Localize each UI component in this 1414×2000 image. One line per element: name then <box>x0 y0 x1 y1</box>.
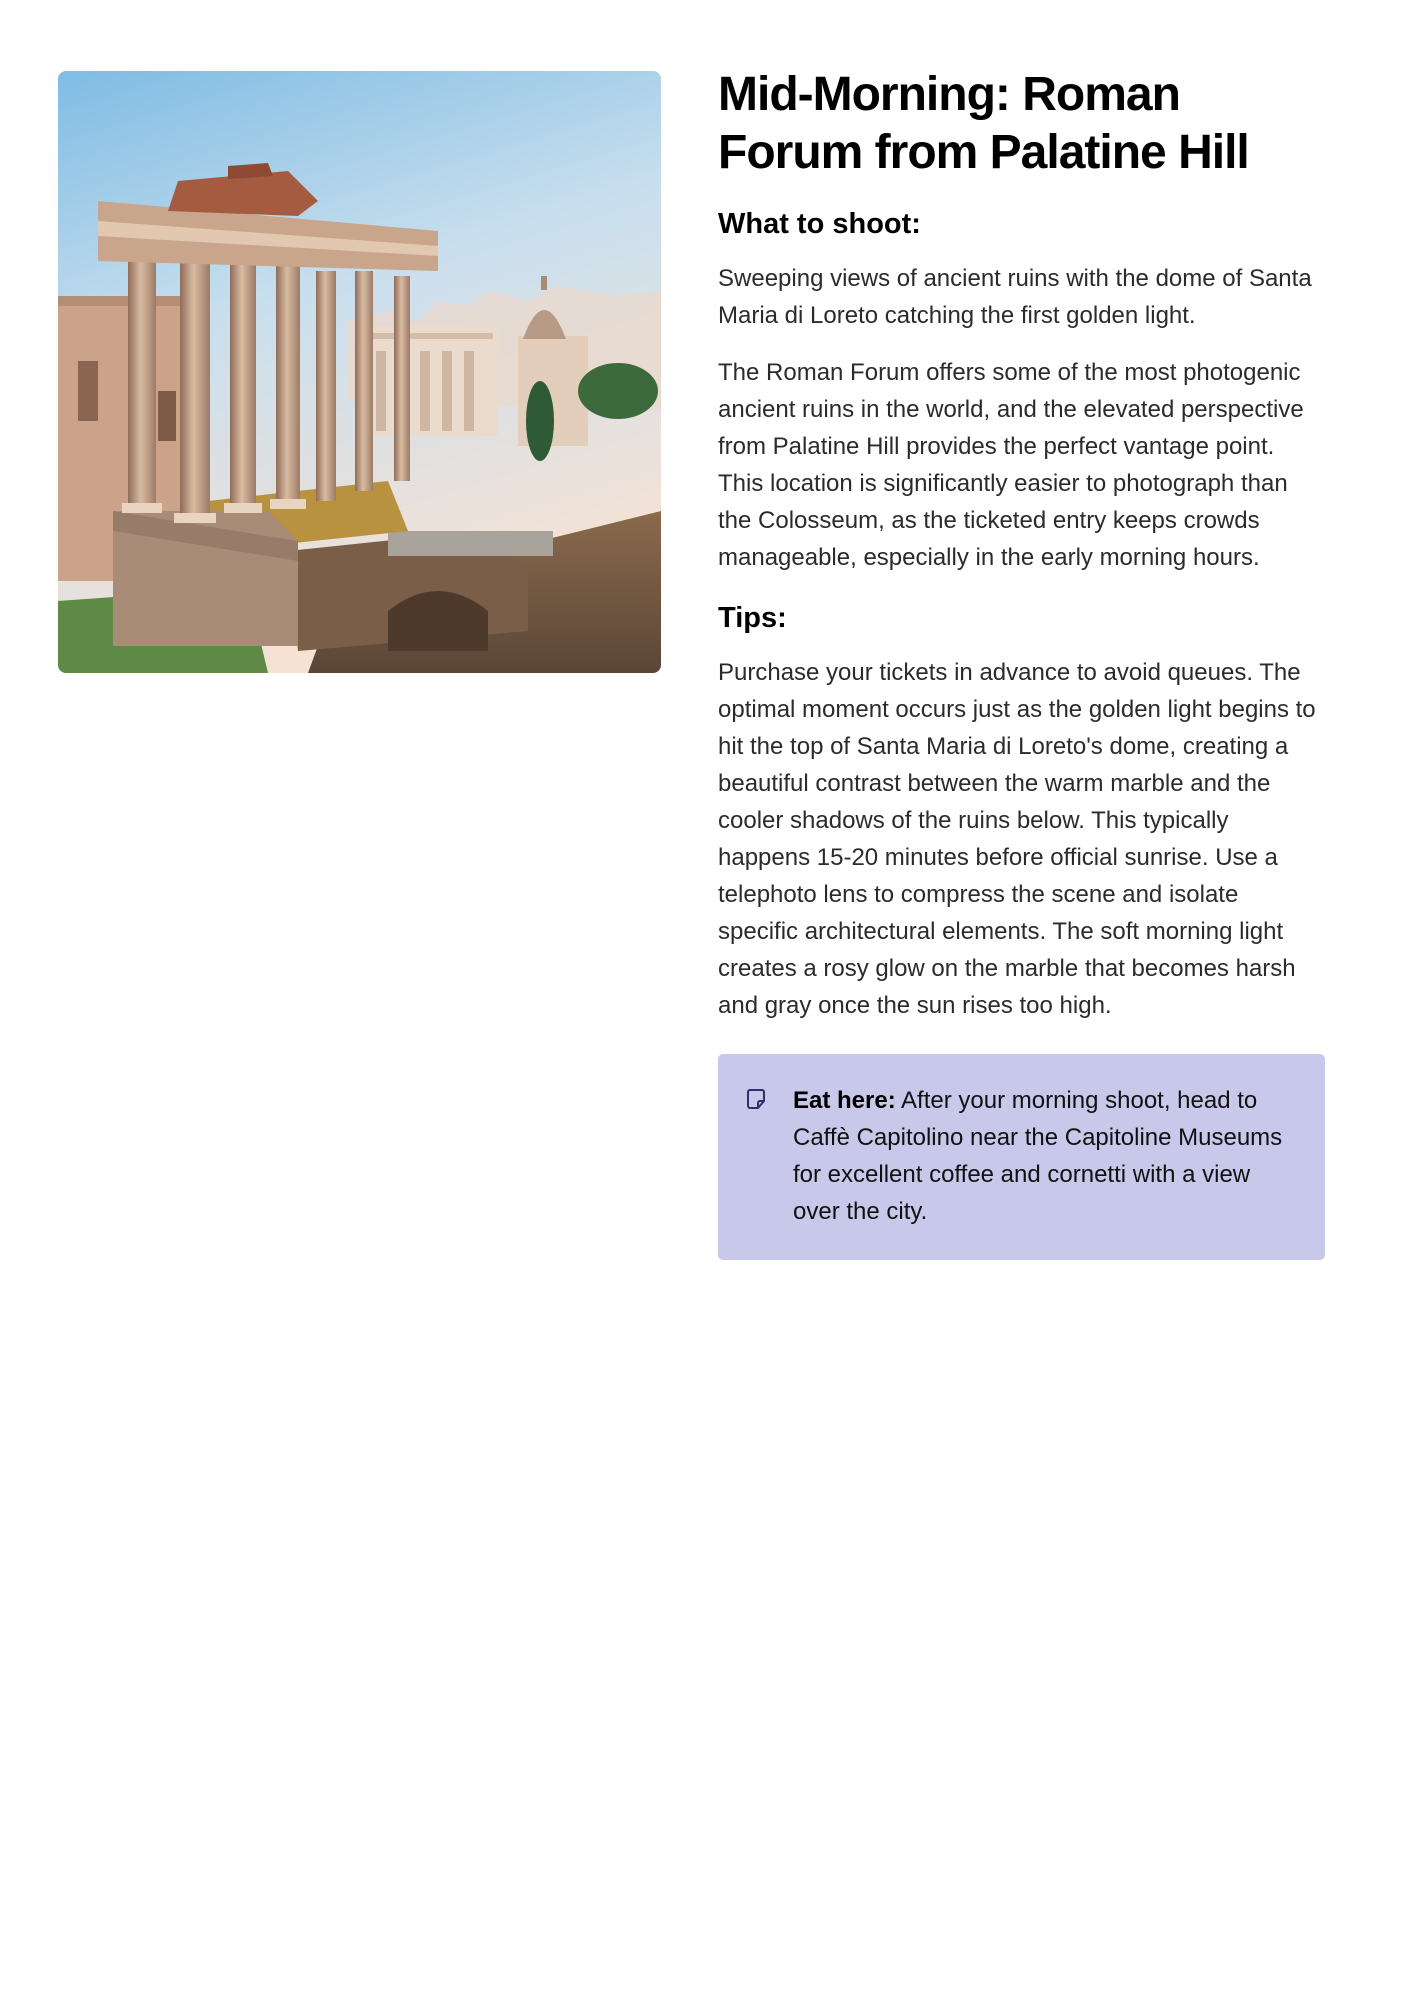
what-to-shoot-summary: Sweeping views of ancient ruins with the dome of Santa Maria di Loreto catching the first golden light. <box>718 265 1312 329</box>
page-title: Mid-Morning: Roman Forum from Palatine Hill <box>718 68 1249 179</box>
callout-body: After your morning shoot, head to Caffè Capitolino near the Capitoline Museums for excellent coffee and cornetti with a view over the city. <box>793 1087 1283 1225</box>
what-to-shoot-body: The Roman Forum offers some of the most photogenic ancient ruins in the world, and the elevated perspective from Palatine Hill provides the perfect vantage point. This location is significantly easier to photograph than the Colosseum, as the ticketed entry keeps crowds manageable, especially in the early morning hours. <box>718 359 1304 571</box>
tips-heading: Tips: <box>718 602 787 634</box>
eat-here-callout <box>718 1054 1325 1260</box>
sticky-note-icon <box>744 1087 768 1111</box>
article-content <box>718 66 1325 1260</box>
tips-body: Purchase your tickets in advance to avoid queues. The optimal moment occurs just as the golden light begins to hit the top of Santa Maria di Loreto's dome, creating a beautiful contrast between the warm marble and the cooler shadows of the ruins below. This typically happens 15-20 minutes before official sunrise. Use a telephoto lens to compress the scene and isolate specific architectural elements. The soft morning light creates a rosy glow on the marble that becomes harsh and gray once the sun rises too high. <box>718 659 1316 1019</box>
what-to-shoot-heading: What to shoot: <box>718 208 921 240</box>
callout-text <box>793 1082 1289 1230</box>
roman-forum-photo <box>58 71 661 673</box>
callout-label: Eat here: <box>793 1087 896 1114</box>
roman-forum-illustration <box>58 71 661 673</box>
